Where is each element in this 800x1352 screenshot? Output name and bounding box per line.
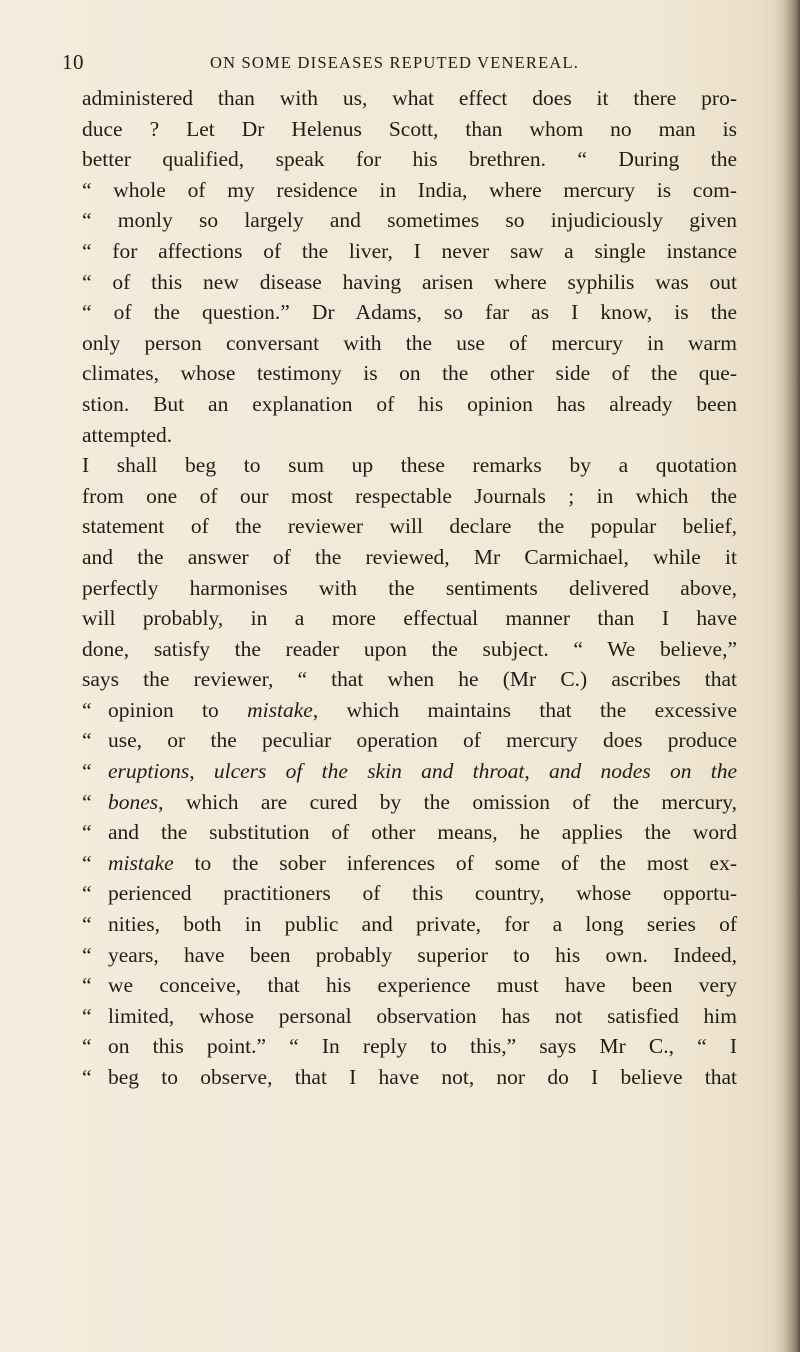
quote-text [108,787,737,818]
body-text [82,83,737,1093]
quote-text-roman-tail: , which are cured by the omission of the mercury, [158,789,737,814]
quote-mark: “ [82,1034,92,1059]
quote-text-italic: mistake [108,850,174,875]
quote-text-roman: on this point.” “ In reply to this,” says Mr C., “ I [108,1034,737,1059]
text-line: statement of the reviewer will declare the popular belief, [82,514,737,539]
quote-text [108,848,737,879]
text-line: only person conversant with the use of mercury in warm [82,330,737,355]
quote-text-roman: opinion to [108,697,248,722]
text-line: administered than with us, what effect does it there pro- [82,86,737,110]
text-line: stion. But an explanation of his opinion has already been [82,391,737,416]
quote-text-roman: and the substitution of other means, he applies the word [108,820,737,845]
quote-text-roman: use, or the peculiar operation of mercury does produce [108,728,737,753]
quote-text [108,1062,737,1093]
quote-text [108,1001,737,1032]
quote-text-roman: limited, whose personal observation has not satisfied him [108,1003,737,1028]
text-line: “ monly so largely and sometimes so injudiciously given [82,208,737,233]
quote-line [82,940,737,971]
quote-text-roman-tail: , which maintains that the excessive [312,697,738,722]
text-line: better qualified, speak for his brethren. “ During the [82,147,737,172]
quote-text-italic: mistake [247,697,313,722]
text-line: done, satisfy the reader upon the subject. “ We believe,” [82,636,737,661]
page-gutter-shadow [774,0,800,1352]
quote-mark: “ [82,973,92,998]
quote-mark: “ [82,820,92,845]
quote-line [82,1062,737,1093]
quote-text [108,909,737,940]
quote-text-italic: eruptions, ulcers of the skin and throat, and nodes on the [108,759,737,784]
quote-text-roman: years, have been probably superior to his own. Indeed, [108,942,737,967]
quote-mark: “ [82,1003,92,1028]
quote-line [82,756,737,787]
quote-mark: “ [82,697,92,722]
page-number: 10 [62,50,84,74]
quote-text [108,817,737,848]
quote-text [108,940,737,971]
quote-text [108,695,737,726]
quote-line [82,725,737,756]
quote-mark: “ [82,912,92,937]
text-line: duce ? Let Dr Helenus Scott, than whom no man is [82,116,737,141]
quote-mark: “ [82,881,92,906]
quote-line [82,695,737,726]
text-line: and the answer of the reviewed, Mr Carmichael, while it [82,544,737,569]
quote-mark: “ [82,850,92,875]
quote-text [108,1031,737,1062]
quote-line [82,970,737,1001]
text-line: “ of the question.” Dr Adams, so far as I know, is the [82,300,737,325]
page-header [62,50,752,78]
text-line: I shall beg to sum up these remarks by a quotation [82,453,737,478]
quote-mark: “ [82,942,92,967]
quote-line [82,848,737,879]
quote-line [82,817,737,848]
paragraph-2 [82,450,737,695]
quote-text-roman: beg to observe, that I have not, nor do I believe that [108,1065,737,1089]
text-line: climates, whose testimony is on the other side of the que- [82,361,737,386]
quote-mark: “ [82,728,92,753]
quote-text [108,725,737,756]
text-line: perfectly harmonises with the sentiments delivered above, [82,575,737,600]
text-line: says the reviewer, “ that when he (Mr C.) ascribes that [82,667,737,692]
quote-line [82,1001,737,1032]
quote-mark: “ [82,1065,92,1089]
quote-text [108,970,737,1001]
quote-mark: “ [82,789,92,814]
text-line: from one of our most respectable Journals ; in which the [82,483,737,508]
quote-text-roman-tail: to the sober inferences of some of the most ex- [173,850,737,875]
quotation-block [82,695,737,1093]
quote-text-roman: perienced practitioners of this country, whose opportu- [108,881,737,906]
quote-line [82,1031,737,1062]
text-line: attempted. [82,422,173,447]
quote-text-roman: we conceive, that his experience must have been very [108,973,737,998]
quote-text [108,878,737,909]
quote-text [108,756,737,787]
quote-line [82,878,737,909]
running-title: ON SOME DISEASES REPUTED VENEREAL. [210,53,580,72]
text-line: “ whole of my residence in India, where mercury is com- [82,177,737,202]
paragraph-1 [82,83,737,450]
quote-mark: “ [82,759,92,784]
quote-line [82,909,737,940]
text-line: “ of this new disease having arisen where syphilis was out [82,269,737,294]
text-line: “ for affections of the liver, I never saw a single instance [82,238,737,263]
quote-line [82,787,737,818]
quote-text-italic: bones [108,789,159,814]
text-line: will probably, in a more effectual manner than I have [82,606,737,631]
quote-text-roman: nities, both in public and private, for a long series of [108,912,737,937]
